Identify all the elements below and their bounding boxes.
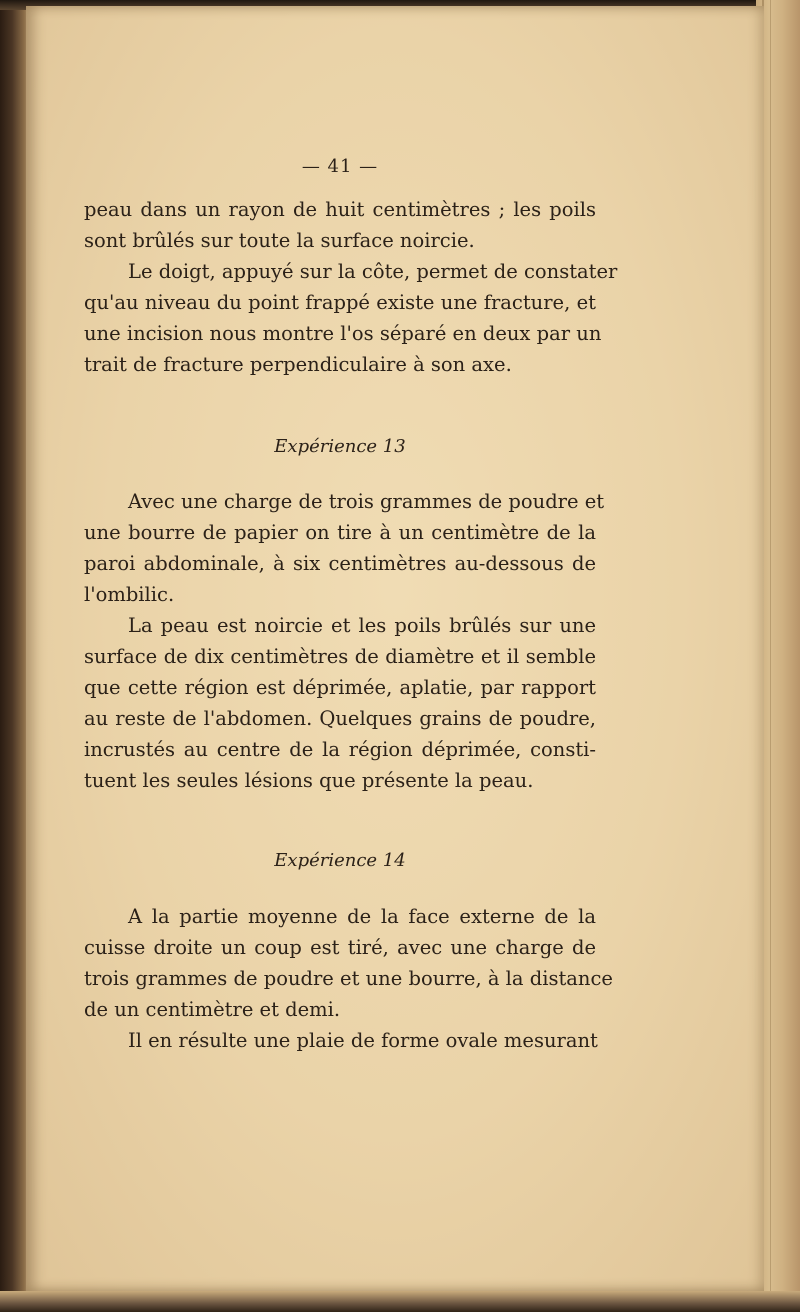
text-line: Il en résulte une plaie de forme ovale mesurant	[128, 1029, 598, 1052]
text-line: au reste de l'abdomen. Quelques grains de poudre,	[84, 707, 596, 730]
text-line: tuent les seules lésions que présente la peau.	[84, 769, 534, 792]
text-line: de un centimètre et demi.	[84, 998, 341, 1021]
text-line: l'ombilic.	[84, 583, 175, 606]
text-line: cuisse droite un coup est tiré, avec une charge de	[84, 936, 596, 959]
text-line: trois grammes de poudre et une bourre, à la distance	[84, 967, 613, 990]
text-line: La peau est noircie et les poils brûlés sur une	[128, 614, 596, 637]
text-line: Le doigt, appuyé sur la côte, permet de constater	[128, 260, 618, 283]
section-heading: Expérience 14	[274, 850, 406, 871]
text-line: paroi abdominale, à six centimètres au-dessous de	[84, 552, 596, 575]
text-line: A la partie moyenne de la face externe de la	[128, 905, 596, 928]
text-line: qu'au niveau du point frappé existe une fracture, et	[84, 291, 596, 314]
bottom-edge	[0, 1291, 800, 1312]
text-line: surface de dix centimètres de diamètre et il semble	[84, 645, 596, 668]
text-line: une incision nous montre l'os séparé en deux par un	[84, 322, 602, 345]
text-line: incrustés au centre de la région déprimée, consti-	[84, 738, 596, 761]
page-number: — 41 —	[301, 156, 379, 177]
text-line: que cette région est déprimée, aplatie, par rapport	[84, 676, 596, 699]
text-line: une bourre de papier on tire à un centimètre de la	[84, 521, 596, 544]
section-heading: Expérience 13	[274, 436, 406, 457]
text-line: peau dans un rayon de huit centimètres ; les poils	[84, 198, 596, 221]
text-line: Avec une charge de trois grammes de poudre et	[128, 490, 605, 513]
text-line: trait de fracture perpendiculaire à son axe.	[84, 353, 512, 376]
text-line: sont brûlés sur toute la surface noircie.	[84, 229, 475, 252]
